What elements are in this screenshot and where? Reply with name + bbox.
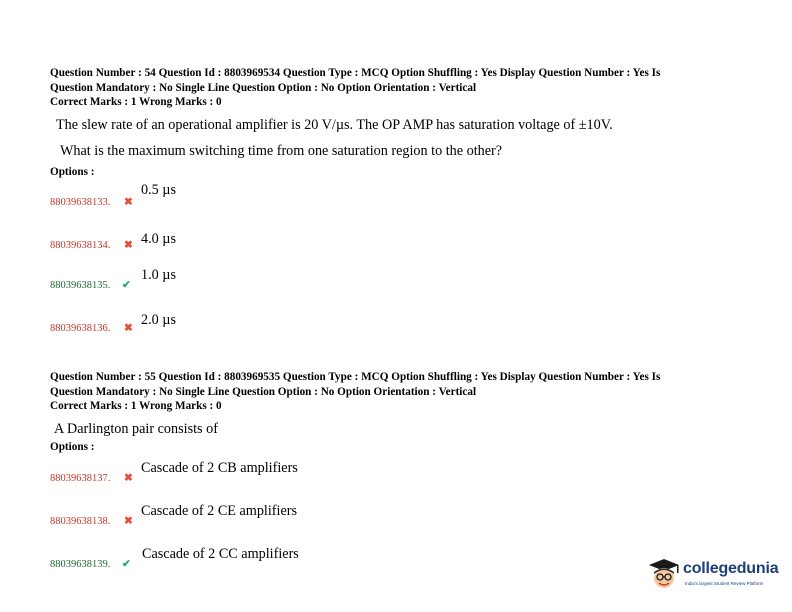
option-text: 1.0 µs — [141, 267, 176, 283]
marks-line: Correct Marks : 1 Wrong Marks : 0 — [50, 96, 222, 108]
cross-icon: ✖ — [124, 516, 133, 527]
question-meta-line: Question Mandatory : No Single Line Question Option : No Option Orientation : Vertical — [50, 385, 477, 398]
option-row[interactable] — [50, 310, 550, 334]
option-id: 88039638139. — [50, 559, 111, 570]
cross-icon: ✖ — [124, 323, 133, 334]
option-id: 88039638136. — [50, 323, 111, 334]
logo-wordmark: collegedunia — [683, 560, 779, 577]
option-text: 0.5 µs — [141, 182, 176, 198]
option-row[interactable] — [50, 460, 550, 484]
check-icon: ✔ — [122, 280, 131, 291]
option-text: 4.0 µs — [141, 231, 176, 247]
options-label: Options : — [50, 441, 95, 453]
cross-icon: ✖ — [124, 240, 133, 251]
option-text: Cascade of 2 CB amplifiers — [141, 460, 298, 476]
option-id: 88039638138. — [50, 516, 111, 527]
question-stem: What is the maximum switching time from one saturation region to the other? — [60, 143, 503, 159]
logo-tagline: India's largest Student Review Platform — [685, 581, 764, 586]
question-stem: The slew rate of an operational amplifier is 20 V/µs. The OP AMP has saturation voltage of ±10V. — [56, 117, 613, 133]
option-text: Cascade of 2 CC amplifiers — [142, 546, 299, 562]
question-meta-line: Question Number : 55 Question Id : 8803969535 Question Type : MCQ Option Shuffling : Yes Display Question Number : Yes Is — [50, 371, 661, 383]
option-row[interactable] — [50, 227, 550, 251]
collegedunia-logo — [646, 556, 786, 596]
cross-icon: ✖ — [124, 473, 133, 484]
question-meta-line: Question Number : 54 Question Id : 8803969534 Question Type : MCQ Option Shuffling : Yes Display Question Number : Yes Is — [50, 67, 661, 79]
option-row[interactable] — [50, 546, 550, 570]
option-id: 88039638135. — [50, 280, 111, 291]
check-icon: ✔ — [122, 559, 131, 570]
question-meta-line: Question Mandatory : No Single Line Question Option : No Option Orientation : Vertical — [50, 81, 477, 94]
question-stem: A Darlington pair consists of — [54, 421, 218, 437]
option-text: 2.0 µs — [141, 312, 176, 328]
option-row[interactable] — [50, 503, 550, 527]
option-row[interactable] — [50, 267, 550, 291]
option-id: 88039638133. — [50, 197, 111, 208]
options-label: Options : — [50, 166, 95, 178]
option-text: Cascade of 2 CE amplifiers — [141, 503, 298, 519]
cross-icon: ✖ — [124, 197, 133, 208]
question-54 — [50, 66, 750, 346]
question-55 — [50, 370, 750, 580]
option-id: 88039638137. — [50, 473, 111, 484]
option-row[interactable] — [50, 184, 550, 208]
marks-line: Correct Marks : 1 Wrong Marks : 0 — [50, 400, 222, 412]
graduate-mascot-icon — [646, 556, 682, 592]
option-id: 88039638134. — [50, 240, 111, 251]
